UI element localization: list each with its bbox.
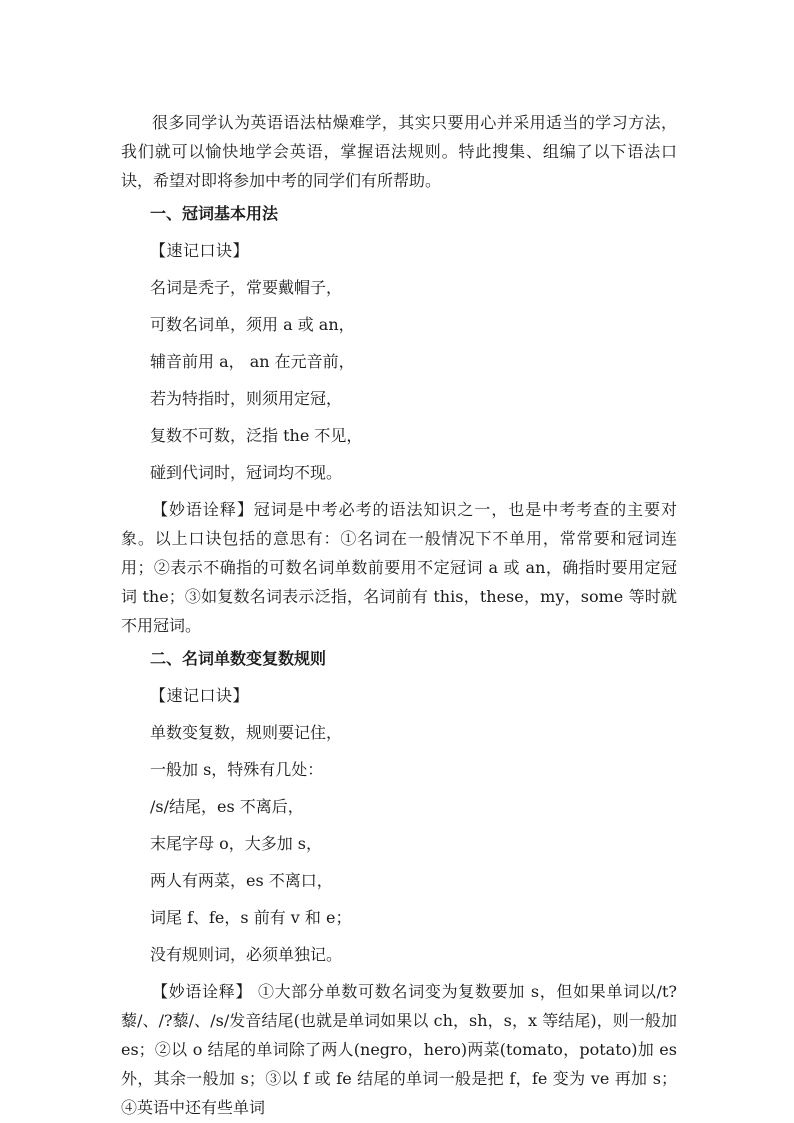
section1-explanation: 【妙语诠释】冠词是中考必考的语法知识之一，也是中考考查的主要对象。以上口诀包括的意思有：①名词在一般情况下不单用，常常要和冠词连用；②表示不确指的可数名词单数前要用不定冠词 a 或 an，确指时要用定冠词 the；③如复数名词表示泛指，名词前有 this，these，my，some 等时就不用冠词。 bbox=[121, 500, 677, 635]
document-body bbox=[121, 108, 677, 1122]
section1-line: 碰到代词时，冠词均不现。 bbox=[150, 463, 343, 482]
section1-line: 若为特指时，则须用定冠， bbox=[150, 389, 343, 408]
section2-explanation: 【妙语诠释】 ①大部分单数可数名词变为复数要加 s，但如果单词以/t?藜/、/?藜/、/s/发音结尾(也就是单词如果以 ch，sh，s，x 等结尾)，则一般加 es；②以 o 结尾的单词除了两人(negro，hero)两菜(tomato，potato)加 es 外，其余一般加 s；③以 f 或 fe 结尾的单词一般是把 f，fe 变为 ve 再加 s；④英语中还有些单词 bbox=[121, 982, 677, 1117]
section2-line: 两人有两菜，es 不离口， bbox=[150, 871, 333, 890]
section1-label: 【速记口诀】 bbox=[150, 241, 250, 260]
section1-line: 辅音前用 a， an 在元音前， bbox=[150, 352, 355, 371]
section1-line: 名词是秃子，常要戴帽子， bbox=[150, 278, 343, 297]
section2-line: 一般加 s，特殊有几处： bbox=[150, 760, 324, 779]
section2-line: 单数变复数，规则要记住， bbox=[150, 723, 343, 742]
section1-line: 可数名词单，须用 a 或 an， bbox=[150, 315, 355, 334]
section2-label: 【速记口诀】 bbox=[150, 686, 250, 705]
intro-paragraph: 很多同学认为英语语法枯燥难学，其实只要用心并采用适当的学习方法，我们就可以愉快地学会英语，掌握语法规则。特此搜集、组编了以下语法口诀，希望对即将参加中考的同学们有所帮助。 bbox=[121, 113, 677, 190]
section2-line: 词尾 f、fe，s 前有 v 和 e； bbox=[150, 908, 352, 927]
section1-heading: 一、冠词基本用法 bbox=[150, 204, 279, 223]
section1-line: 复数不可数，泛指 the 不见， bbox=[150, 426, 363, 445]
section2-line: 没有规则词，必须单独记。 bbox=[150, 945, 343, 964]
section2-heading: 二、名词单数变复数规则 bbox=[150, 649, 327, 668]
section2-line: /s/结尾，es 不离后， bbox=[150, 797, 304, 816]
section2-line: 末尾字母 o，大多加 s， bbox=[150, 834, 323, 853]
